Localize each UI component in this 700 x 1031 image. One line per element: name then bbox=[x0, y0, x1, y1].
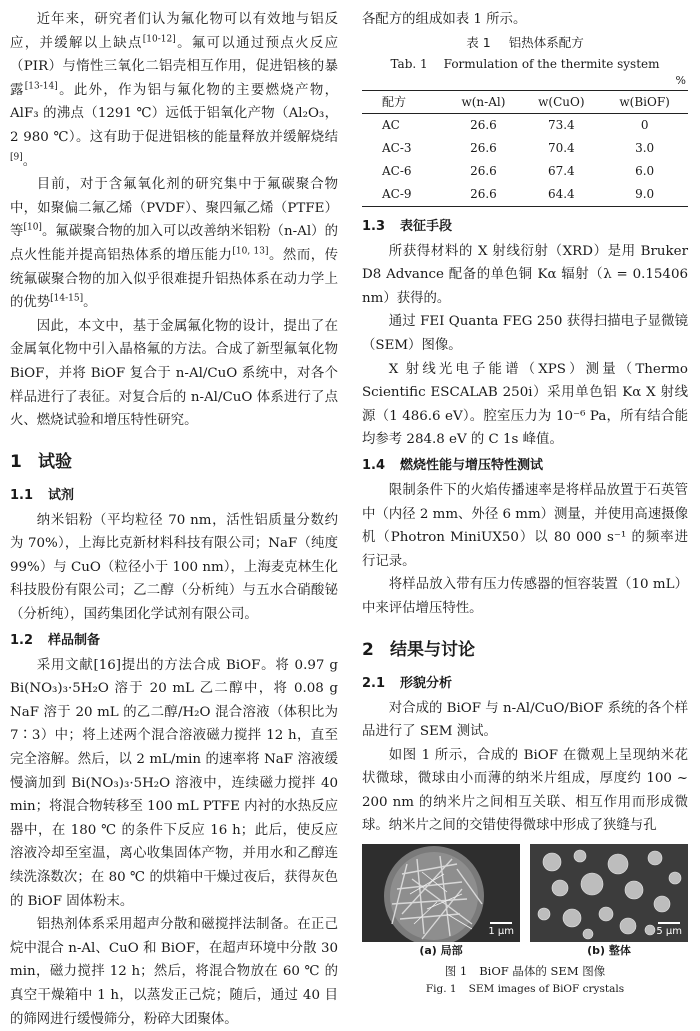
table-cell: AC-3 bbox=[382, 141, 412, 156]
paragraph-thermite-prep: 铝热剂体系采用超声分散和磁搅拌法制备。在正己烷中混合 n-Al、CuO 和 BiOF，在超声环境中分散 30 min，磁力搅拌 12 h；然后，将混合物放在 60 ℃ 的真空干燥箱中 1 h，以蒸发正己烷；随后，通过 40 目的筛网进行缓慢筛分，粉碎大团聚体。 bbox=[10, 917, 338, 1027]
left-column bbox=[10, 8, 338, 1031]
right-column bbox=[362, 8, 688, 997]
subsection-heading-characterization: 1.3 表征手段 bbox=[362, 218, 453, 234]
paragraph-biof-synthesis: 采用文献[16]提出的方法合成 BiOF。将 0.97 g Bi(NO₃)₃·5H₂O 溶于 20 mL 乙二醇中，将 0.08 g NaF 溶于 20 mL 的乙二醇/H₂O 混合溶液（体积比为 7∶3）中；将上述两个混合溶液磁力搅拌 12 h，直至完全溶解。然后，以 2 mL/min 的速率将 NaF 溶液缓慢滴加到 Bi(NO₃)₃·5H₂O 溶液中，连续磁力搅拌 40 min；将混合物转移至 100 mL PTFE 内衬的水热反应器中，在 180 ℃ 的条件下反应 16 h；此后，使反应溶液冷却至室温，离心收集固体产物，并用水和乙醇连续洗涤数次；在 80 ℃ 的烘箱中干燥过夜后，获得灰色的 BiOF 固体粉末。 bbox=[10, 657, 338, 909]
paragraph-xrd: 所获得材料的 X 射线衍射（XRD）是用 Bruker D8 Advance 配备的单色铜 Kα 辐射（λ = 0.15406 nm）获得的。 bbox=[362, 243, 688, 306]
table-cell: 0 bbox=[640, 118, 649, 133]
table-row bbox=[362, 137, 688, 160]
table-cell: AC-6 bbox=[382, 164, 412, 179]
paragraph-nanoflower: 如图 1 所示，合成的 BiOF 在微观上呈现纳米花状微球，微球由小而薄的纳米片组成，厚度约 100 ~ 200 nm 的纳米片之间相互关联、相互作用而形成微球。纳米片之间的交错使得微球中形成了狭缝与孔 bbox=[362, 747, 688, 834]
formulation-table bbox=[362, 90, 688, 207]
table-cell: 3.0 bbox=[635, 141, 655, 156]
figure-panel-a bbox=[362, 844, 520, 960]
subsection-heading-reagents: 1.1 试剂 bbox=[10, 487, 75, 503]
table-cell: 70.4 bbox=[547, 141, 575, 156]
table-header-row bbox=[362, 90, 688, 113]
subsection-heading-morphology: 2.1 形貌分析 bbox=[362, 675, 453, 691]
paragraph-xps: X 射线光电子能谱（XPS）测量（Thermo Scientific ESCALAB 250i）采用单色铝 Kα X 射线源（1 486.6 eV）。腔室压力为 10⁻⁶ Pa，所有结合能均参考 284.8 eV 的 C 1s 峰值。 bbox=[362, 361, 688, 448]
table-header-cell: w(CuO) bbox=[521, 90, 601, 113]
table-cell: 9.0 bbox=[601, 183, 688, 207]
table-row bbox=[362, 113, 688, 137]
section-heading-experiment: 1 试验 bbox=[10, 451, 72, 472]
paragraph-flame-speed: 限制条件下的火焰传播速率是将样品放置于石英管中（内径 2 mm、外径 6 mm）测量，并使用高速摄像机（Photron MiniUX50）以 80 000 s⁻¹ 的频率进行记录。 bbox=[362, 482, 688, 569]
table-cell: 64.4 bbox=[521, 183, 601, 207]
table-unit: % bbox=[675, 73, 686, 87]
table-header-cell: w(BiOF) bbox=[601, 90, 688, 113]
paragraph-sem: 通过 FEI Quanta FEG 250 获得扫描电子显微镜（SEM）图像。 bbox=[362, 314, 688, 353]
paragraph-this-work: 因此，本文中，基于金属氟化物的设计，提出了在金属氧化物中引入晶格氟的方法。合成了新型氟氧化物 BiOF，并将 BiOF 复合于 n-Al/CuO 系统中，对各个样品进行了表征。对复合后的 n-Al/CuO 体系进行了点火、燃烧试验和增压特性研究。 bbox=[10, 318, 338, 429]
table-title-cn: 表 1 铝热体系配方 bbox=[466, 34, 584, 50]
table-cell: 26.6 bbox=[446, 183, 522, 207]
table-row bbox=[362, 160, 688, 183]
table-title-en: Tab. 1 Formulation of the thermite system bbox=[390, 56, 660, 71]
figure-caption-cn: 图 1 BiOF 晶体的 SEM 图像 bbox=[444, 964, 606, 979]
paragraph-pressurization: 将样品放入带有压力传感器的恒容装置（10 mL）中来评估增压特性。 bbox=[362, 577, 688, 616]
figure-1 bbox=[362, 844, 688, 997]
scale-bar-b: 5 μm bbox=[656, 922, 682, 937]
table-cell: AC bbox=[382, 118, 400, 133]
table-cell: 67.4 bbox=[547, 164, 575, 179]
paragraph-sem-test: 对合成的 BiOF 与 n-Al/CuO/BiOF 系统的各个样品进行了 SEM 测试。 bbox=[362, 700, 688, 740]
table-header-cell: w(n-Al) bbox=[446, 90, 522, 113]
table-cell: 6.0 bbox=[635, 164, 655, 179]
figure-panel-b bbox=[530, 844, 688, 960]
scale-bar-a: 1 μm bbox=[488, 922, 514, 937]
table-cell: 26.6 bbox=[470, 141, 497, 156]
subsection-heading-sample-prep: 1.2 样品制备 bbox=[10, 632, 101, 648]
subsection-heading-combustion: 1.4 燃烧性能与增压特性测试 bbox=[362, 457, 544, 473]
figure-panel-b-caption: (b) 整体 bbox=[587, 944, 631, 958]
table-cell: AC-9 bbox=[362, 183, 446, 207]
paragraph-fluorocarbon: 目前，对于含氟氧化剂的研究集中于氟碳聚合物中，如聚偏二氟乙烯（PVDF）、聚四氟乙烯（PTFE）等[10]。氟碳聚合物的加入可以改善纳米铝粉（n-Al）的点火性能并提高铝热体系的增压能力[10, 13]。然而，传统氟碳聚合物的加入似乎很难提升铝热体系在动力学上的优势[14-15]。 bbox=[10, 177, 339, 311]
table-header-cell: 配方 bbox=[362, 90, 446, 113]
paragraph-intro-fluoride: 近年来，研究者们认为氟化物可以有效地与铝反应，并缓解以上缺点[10-12]。氟可以通过预点火反应（PIR）与惰性三氧化二铝壳相互作用，促进铝核的暴露[13-14]。此外，作为铝与氟化物的主要燃烧产物，AlF₃ 的沸点（1291 ℃）远低于铝氧化产物（Al₂O₃，2 980 ℃）。这有助于促进铝核的能量释放并缓解烧结[9]。 bbox=[10, 12, 339, 169]
figure-caption-en: Fig. 1 SEM images of BiOF crystals bbox=[425, 983, 625, 996]
figure-panel-a-caption: (a) 局部 bbox=[419, 944, 463, 958]
paragraph-table-intro: 各配方的组成如表 1 所示。 bbox=[362, 12, 527, 27]
sem-image-overall bbox=[530, 844, 688, 942]
paragraph-reagents: 纳米铝粉（平均粒径 70 nm，活性铝质量分数约为 70%），上海比克新材料科技有限公司；NaF（纯度 99%）与 CuO（粒径小于 100 nm），上海麦克林生化科技股份有限公司；乙二醇（分析纯）与五水合硝酸铋（分析纯），国药集团化学试剂有限公司。 bbox=[10, 512, 338, 623]
table-row bbox=[362, 183, 688, 207]
table-cell: 73.4 bbox=[547, 118, 575, 133]
section-heading-results: 2 结果与讨论 bbox=[362, 639, 475, 660]
table-cell: 26.6 bbox=[470, 118, 497, 133]
sem-image-local bbox=[362, 844, 520, 942]
table-cell: 26.6 bbox=[470, 164, 497, 179]
